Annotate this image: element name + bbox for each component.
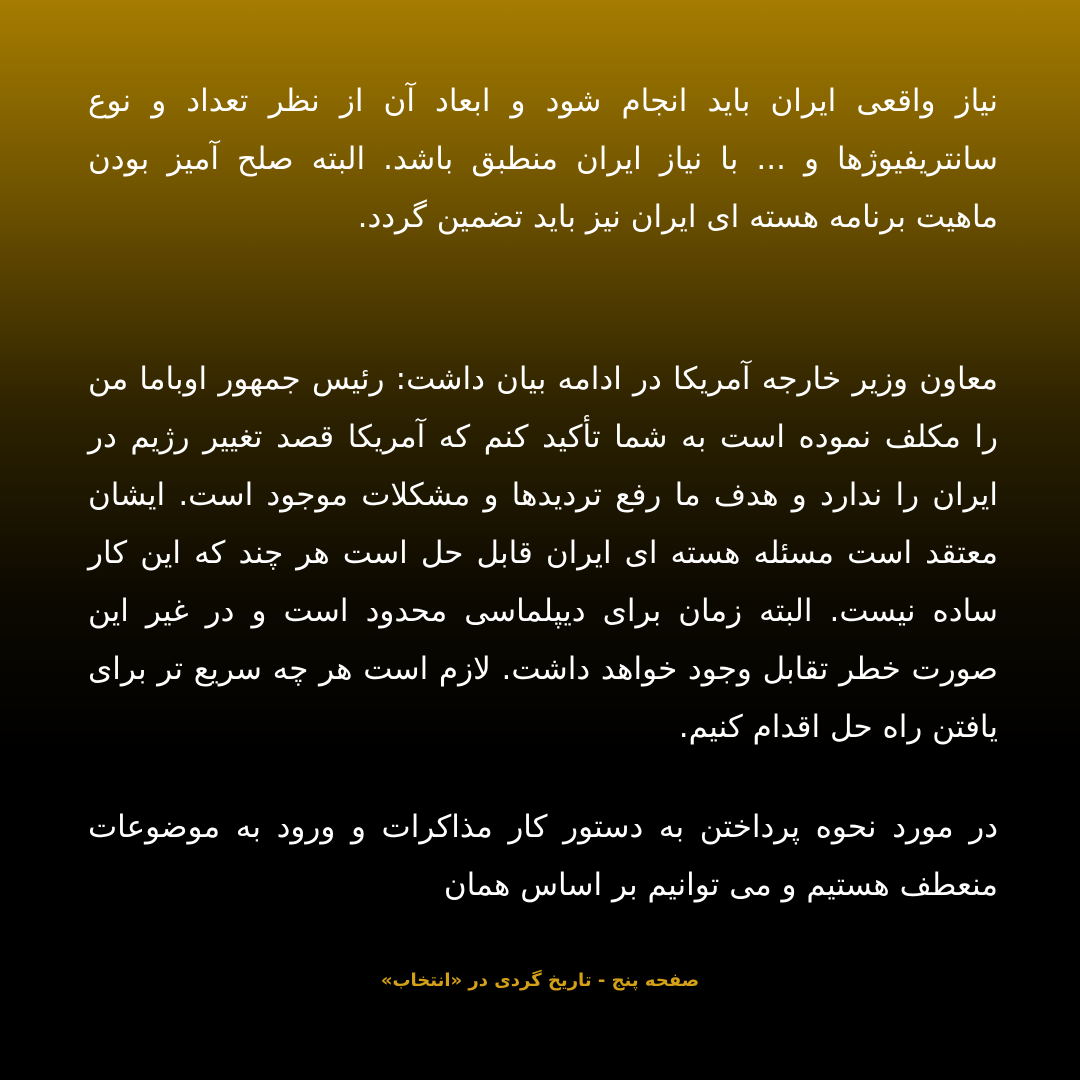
- article-paragraph-3: در مورد نحوه پرداختن به دستور کار مذاکرات و ورود به موضوعات منعطف هستیم و می توانیم بر اساس همان: [88, 809, 998, 903]
- footer-caption: صفحه پنج - تاریخ گردی در «انتخاب»: [380, 970, 700, 991]
- article-paragraph-2: معاون وزیر خارجه آمریکا در ادامه بیان داشت: رئیس جمهور اوباما من را مکلف نموده است به شما تأکید کنم که آمریکا قصد تغییر رژیم در ایران را ندارد و هدف ما رفع تردیدها و مشکلات موجود است. ایشان معتقد است مسئله هسته ای ایران قابل حل است هر چند که این کار ساده نیست. البته زمان برای دیپلماسی محدود است و در غیر این صورت خطر تقابل وجود خواهد داشت. لازم است هر چه سریع تر برای یافتن راه حل اقدام کنیم.: [88, 361, 998, 745]
- article-paragraph-1: نیاز واقعی ایران باید انجام شود و ابعاد آن از نظر تعداد و نوع سانتریفیوژها و ... با نیاز ایران منطبق باشد. البته صلح آمیز بودن ماهیت برنامه هسته ای ایران نیز باید تضمین گردد.: [88, 83, 998, 235]
